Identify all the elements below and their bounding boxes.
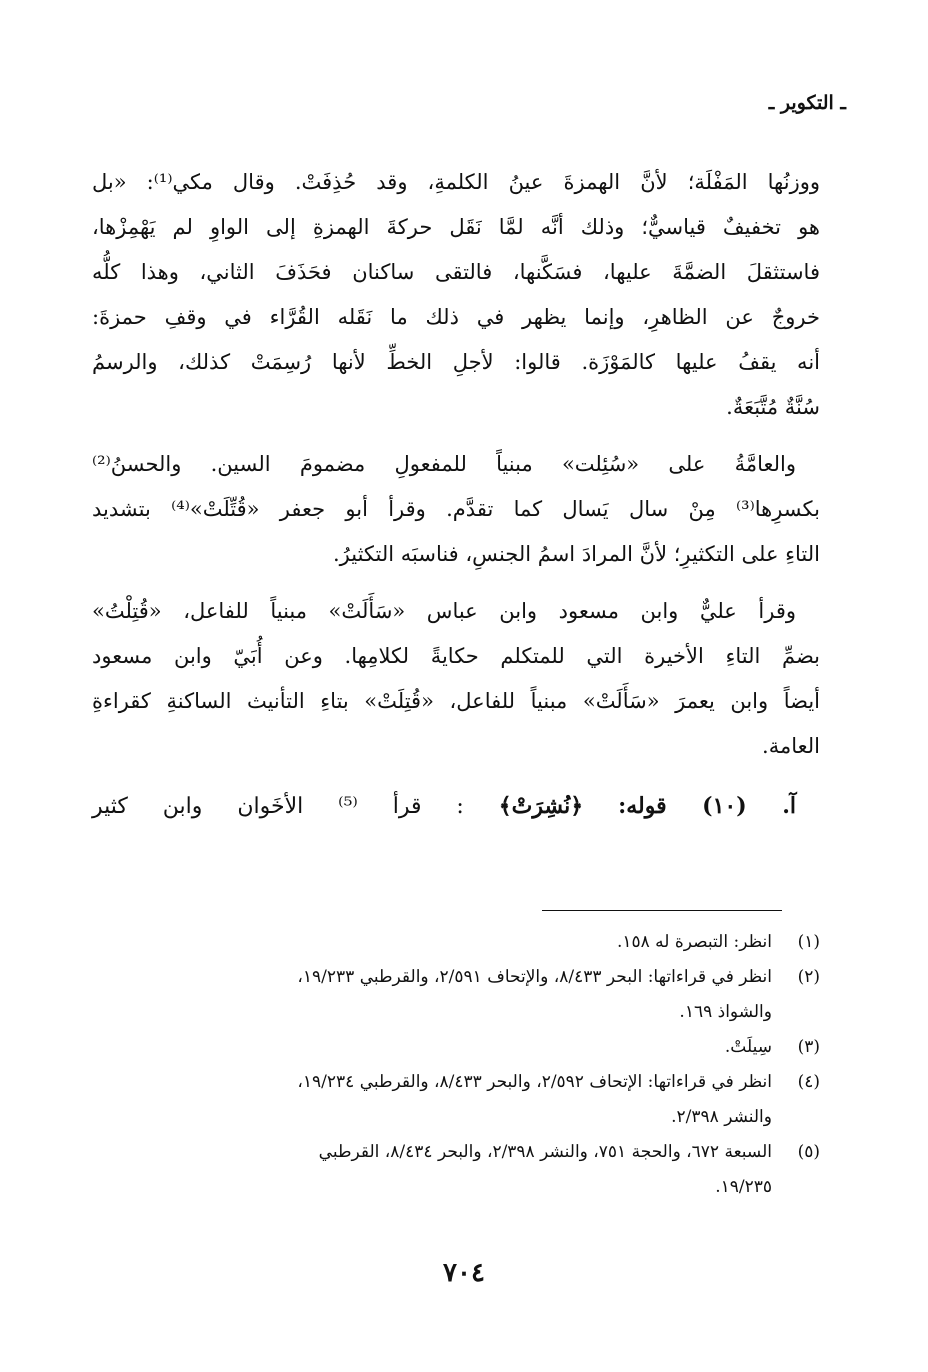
text-line: أنه يقفُ عليها كالمَوْزَة. قالوا: لأجلِ الخطِّ لأنها رُسِمَتْ كذلك، والرسمُ	[92, 350, 820, 374]
footnote-number: (٤)	[797, 1072, 820, 1092]
footnote-number: (٥)	[797, 1142, 820, 1162]
footnote-number: (٣)	[797, 1037, 820, 1057]
text-line: التاءِ على التكثيرِ؛ لأنَّ المرادَ اسمُ الجنسِ، فناسبَه التكثيرُ.	[332, 542, 820, 566]
paragraph-1	[92, 160, 820, 430]
text-line: أيضاً وابن يعمرَ «سَأَلَتْ» مبنياً للفاعل، «قُتِلَتْ» بتاءِ التأنيث الساكنةِ كقراءةِ	[92, 689, 820, 713]
text-line: بكسرِها⁽³⁾ مِنْ سال يَسال كما تقدَّم. وقرأ أبو جعفر «قُتِّلَتْ»⁽⁴⁾ بتشديد	[92, 497, 820, 521]
paragraph-3	[92, 589, 820, 769]
verse-heading	[92, 781, 820, 831]
footnote	[92, 925, 820, 960]
text-line: ووزنُها المَفْلَة؛ لأنَّ الهمزةَ عينُ الكلمةِ، وقد حُذِفَتْ. وقال مكي⁽¹⁾: «بل	[92, 170, 820, 194]
footnote	[92, 1030, 820, 1065]
main-text	[92, 160, 820, 831]
footnote-text: انظر في قراءاتها: الإتحاف ٢/٥٩٢، والبحر ٨/٤٣٣، والقرطبي ١٩/٢٣٤،	[297, 1072, 772, 1092]
page-number: ٧٠٤	[443, 1258, 485, 1288]
footnote-text: انظر في قراءاتها: البحر ٨/٤٣٣، والإتحاف ٢/٥٩١، والقرطبي ١٩/٢٣٣،	[297, 967, 772, 987]
footnotes	[92, 925, 820, 1205]
verse-word: ﴿نُشِرَتْ﴾	[498, 793, 584, 819]
footnote	[92, 960, 820, 1030]
footnote-number: (٢)	[797, 967, 820, 987]
footnote-text: السبعة ٦٧٢، والحجة ٧٥١، والنشر ٢/٣٩٨، والبحر ٨/٤٣٤، القرطبي	[318, 1142, 772, 1162]
text-line: وقرأ عليٌّ وابن مسعود وابن عباس «سَأَلَتْ» مبنياً للفاعل، «قُتِلْتُ»	[92, 599, 796, 623]
footnote-text: سِيلَتْ.	[724, 1037, 772, 1057]
text-line: سُنَّةٌ مُتَّبَعَةٌ.	[726, 395, 820, 419]
footnote	[92, 1135, 820, 1205]
footnote	[92, 1065, 820, 1135]
footnote-text: والشواذ ١٦٩.	[679, 1002, 772, 1022]
verse-rest: : قرأ ⁽⁵⁾ الأخَوان وابن كثير	[92, 794, 464, 819]
paragraph-2	[92, 442, 820, 577]
text-line: العامة.	[762, 734, 820, 758]
footnote-number: (١)	[797, 932, 820, 952]
footnote-text: ١٩/٢٣٥.	[715, 1177, 772, 1197]
running-header: ـ التكوير ـ	[768, 92, 846, 114]
footnote-separator	[542, 910, 782, 911]
text-line: خروجٌ عن الظاهرِ، وإنما يظهر في ذلك ما نَقَله القُرَّاء في وقفِ حمزةَ:	[92, 305, 820, 329]
text-line: بضمِّ التاءِ الأخيرة التي للمتكلم حكايةً لكلامِها. وعن أُبَيّ وابن مسعود	[92, 644, 820, 668]
text-line: هو تخفيفٌ قياسيٌّ؛ وذلك أنَّه لمَّا نَقَل حركةَ الهمزةِ إلى الواوِ لم يَهْمِزْها،	[92, 215, 820, 239]
text-line: والعامَّةُ على «سُئِلت» مبنياً للمفعولِ مضمومَ السين. والحسنُ⁽²⁾	[92, 452, 796, 476]
text-line: فاستثقلَ الضمَّةَ عليها، فسَكَّنها، فالتقى ساكنان فحَذَفَ الثاني، وهذا كلُّه	[92, 260, 820, 284]
footnote-text: والنشر ٢/٣٩٨.	[671, 1107, 772, 1127]
verse-label: آ. (١٠) قوله:	[618, 793, 797, 819]
footnote-text: انظر: التبصرة له ١٥٨.	[616, 932, 772, 952]
